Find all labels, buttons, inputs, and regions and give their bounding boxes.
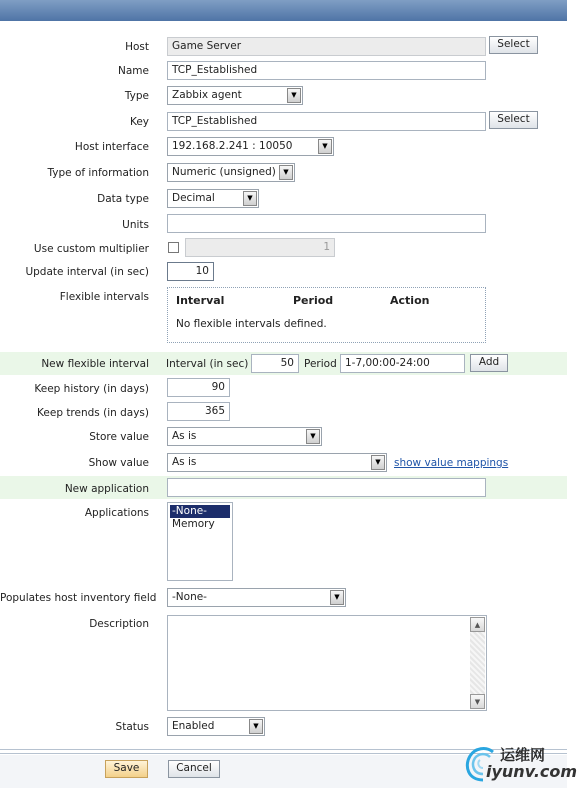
data-type-select[interactable] [167, 189, 259, 208]
host-interface-select[interactable] [167, 137, 334, 156]
period-label: Period [304, 358, 337, 370]
header-bar [0, 0, 567, 21]
key-input[interactable]: TCP_Established [167, 112, 486, 131]
custom-multiplier-checkbox[interactable] [168, 242, 179, 253]
store-value-value: As is [172, 430, 197, 442]
inventory-field-label: Populates host inventory field [0, 592, 157, 604]
new-application-input[interactable] [167, 478, 486, 497]
host-interface-value: 192.168.2.241 : 10050 [172, 140, 293, 152]
chevron-down-icon: ▼ [306, 429, 320, 444]
type-select[interactable] [167, 86, 303, 105]
chevron-down-icon: ▼ [243, 191, 257, 206]
applications-label: Applications [84, 507, 149, 519]
data-type-value: Decimal [172, 192, 215, 204]
keep-trends-label: Keep trends (in days) [37, 407, 149, 419]
show-value-select[interactable] [167, 453, 387, 472]
key-label: Key [129, 116, 149, 128]
units-label: Units [122, 219, 149, 231]
new-flexible-interval-label: New flexible interval [41, 358, 149, 370]
chevron-down-icon: ▼ [371, 455, 385, 470]
column-header-interval: Interval [176, 294, 225, 307]
show-value-mappings-link[interactable]: show value mappings [394, 457, 509, 469]
status-select[interactable] [167, 717, 265, 736]
description-scrollbar[interactable] [470, 617, 485, 709]
applications-option-memory[interactable]: Memory [172, 518, 215, 530]
chevron-down-icon: ▼ [330, 590, 344, 605]
applications-option-none[interactable]: -None- [170, 505, 230, 518]
custom-multiplier-input: 1 [185, 238, 335, 257]
column-header-period: Period [293, 294, 334, 307]
status-label: Status [115, 721, 149, 733]
type-label: Type [124, 90, 149, 102]
flexible-intervals-table [167, 287, 486, 343]
custom-multiplier-label: Use custom multiplier [33, 243, 149, 255]
add-interval-button[interactable]: Add [470, 354, 508, 372]
host-label: Host [125, 41, 149, 53]
column-header-action: Action [390, 294, 430, 307]
watermark-logo [462, 738, 577, 788]
inventory-field-value: -None- [172, 591, 207, 603]
chevron-down-icon: ▼ [249, 719, 263, 734]
scroll-down-icon[interactable]: ▼ [470, 694, 485, 709]
scroll-up-icon[interactable]: ▲ [470, 617, 485, 632]
type-of-information-value: Numeric (unsigned) [172, 166, 276, 178]
show-value-label: Show value [88, 457, 149, 469]
type-of-information-select[interactable] [167, 163, 295, 182]
interval-sec-label: Interval (in sec) [166, 358, 249, 370]
save-button[interactable]: Save [105, 760, 148, 778]
description-textarea[interactable] [167, 615, 487, 711]
name-label: Name [118, 65, 149, 77]
flexible-intervals-empty-text: No flexible intervals defined. [176, 318, 327, 330]
inventory-field-select[interactable] [167, 588, 346, 607]
units-input[interactable] [167, 214, 486, 233]
flexible-intervals-label: Flexible intervals [59, 291, 149, 303]
update-interval-label: Update interval (in sec) [25, 266, 149, 278]
key-select-button[interactable]: Select [489, 111, 538, 129]
show-value-value: As is [172, 456, 197, 468]
keep-trends-input[interactable]: 365 [167, 402, 230, 421]
host-interface-label: Host interface [74, 141, 149, 153]
data-type-label: Data type [97, 193, 149, 205]
store-value-select[interactable] [167, 427, 322, 446]
type-value: Zabbix agent [172, 89, 242, 101]
chevron-down-icon: ▼ [287, 88, 301, 103]
new-application-label: New application [64, 483, 149, 495]
chevron-down-icon: ▼ [318, 139, 332, 154]
status-value: Enabled [172, 720, 215, 732]
keep-history-label: Keep history (in days) [34, 383, 149, 395]
type-of-information-label: Type of information [47, 167, 149, 179]
cancel-button[interactable]: Cancel [168, 760, 220, 778]
name-input[interactable]: TCP_Established [167, 61, 486, 80]
applications-listbox[interactable] [167, 502, 233, 581]
interval-sec-input[interactable]: 50 [251, 354, 299, 373]
watermark-text-cn: 运维网 [500, 746, 546, 764]
chevron-down-icon: ▼ [279, 165, 293, 180]
description-label: Description [89, 618, 149, 630]
update-interval-input[interactable]: 10 [167, 262, 214, 281]
store-value-label: Store value [89, 431, 149, 443]
host-field: Game Server [167, 37, 486, 56]
watermark-text-url: iyunv.com [486, 762, 577, 781]
period-input[interactable]: 1-7,00:00-24:00 [340, 354, 465, 373]
keep-history-input[interactable]: 90 [167, 378, 230, 397]
host-select-button[interactable]: Select [489, 36, 538, 54]
